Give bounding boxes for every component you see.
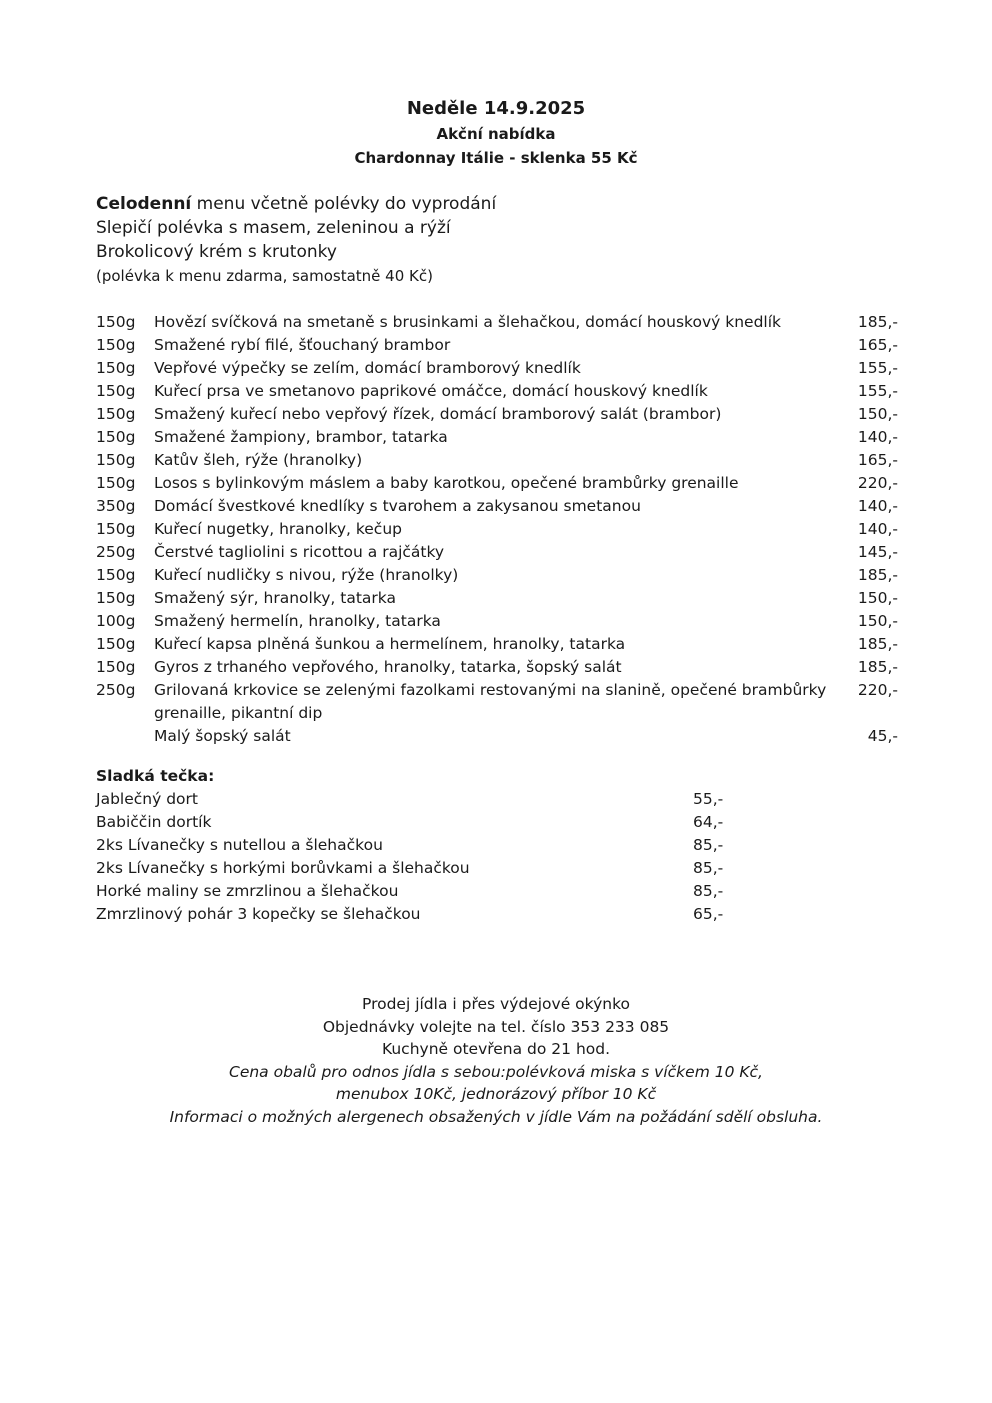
menu-item	[96, 564, 904, 587]
menu-item	[96, 587, 904, 610]
menu-item-weight: 350g	[96, 497, 136, 515]
menu-item-price: 150,-	[857, 589, 898, 607]
menu-item	[96, 656, 904, 679]
dessert-item-price: 85,-	[693, 859, 724, 877]
menu-item-name: Kuřecí nugetky, hranolky, kečup	[154, 520, 402, 538]
menu-item-name: Grilovaná krkovice se zelenými fazolkami restovanými na slanině, opečené brambůrky grenaille, pikantní dip	[154, 681, 827, 722]
menu-item	[96, 403, 904, 426]
menu-item-price: 185,-	[857, 658, 898, 676]
footer-allergens: Informaci o možných alergenech obsažených v jídle Vám na požádání sdělí obsluha.	[169, 1107, 823, 1126]
menu-item-name: Kuřecí nudličky s nivou, rýže (hranolky)	[154, 566, 459, 584]
menu-item	[96, 426, 904, 449]
menu-item-weight: 150g	[96, 474, 136, 492]
menu-item-weight: 150g	[96, 566, 136, 584]
menu-item-price: 220,-	[857, 681, 898, 699]
soup-1: Slepičí polévka s masem, zeleninou a rýží	[96, 218, 451, 238]
menu-item-price: 45,-	[867, 727, 898, 745]
menu-item	[96, 472, 904, 495]
menu-item-name: Smažený kuřecí nebo vepřový řízek, domácí bramborový salát (brambor)	[154, 405, 722, 423]
menu-item	[96, 334, 904, 357]
daily-menu-intro	[96, 192, 896, 287]
main-dish-list	[96, 311, 904, 748]
menu-item-price: 185,-	[857, 635, 898, 653]
menu-item-price: 140,-	[857, 497, 898, 515]
menu-item	[96, 495, 904, 518]
menu-item-name: Malý šopský salát	[154, 727, 291, 745]
menu-item	[96, 633, 904, 656]
menu-item-price: 140,-	[857, 428, 898, 446]
menu-date: Neděle 14.9.2025	[406, 98, 586, 119]
dessert-item-name: Jablečný dort	[96, 790, 198, 808]
menu-item-name: Kuřecí prsa ve smetanovo paprikové omáčce, domácí houskový knedlík	[154, 382, 708, 400]
menu-item-weight: 250g	[96, 543, 136, 561]
menu-item-name: Domácí švestkové knedlíky s tvarohem a zakysanou smetanou	[154, 497, 641, 515]
dessert-item-name: 2ks Lívanečky s horkými borůvkami a šlehačkou	[96, 859, 470, 877]
dessert-item	[96, 857, 736, 880]
menu-item-name: Vepřové výpečky se zelím, domácí bramborový knedlík	[154, 359, 581, 377]
dessert-section	[96, 765, 736, 926]
dessert-item-name: Horké maliny se zmrzlinou a šlehačkou	[96, 882, 399, 900]
menu-item-price: 150,-	[857, 612, 898, 630]
dessert-item	[96, 903, 736, 926]
soup-note: (polévka k menu zdarma, samostatně 40 Kč)	[96, 267, 433, 285]
menu-item-price: 220,-	[857, 474, 898, 492]
menu-item-name: Smažené žampiony, brambor, tatarka	[154, 428, 448, 446]
menu-item	[96, 725, 904, 748]
footer-phone: Objednávky volejte na tel. číslo 353 233 085	[322, 1017, 670, 1036]
dessert-item	[96, 811, 736, 834]
menu-item	[96, 357, 904, 380]
menu-item-name: Losos s bylinkovým máslem a baby karotkou, opečené brambůrky grenaille	[154, 474, 739, 492]
menu-item-weight: 150g	[96, 451, 136, 469]
footer-packaging-2: menubox 10Kč, jednorázový příbor 10 Kč	[335, 1085, 657, 1104]
footer-packaging-1: Cena obalů pro odnos jídla s sebou:polévková miska s víčkem 10 Kč,	[229, 1062, 763, 1081]
menu-item-price: 185,-	[857, 313, 898, 331]
dessert-item-price: 64,-	[693, 813, 724, 831]
dessert-item-name: Babiččin dortík	[96, 813, 212, 831]
dessert-item	[96, 834, 736, 857]
menu-item	[96, 311, 904, 334]
menu-item-name: Smažený hermelín, hranolky, tatarka	[154, 612, 441, 630]
offer-title: Akční nabídka	[436, 125, 556, 143]
menu-item-name: Smažené rybí filé, šťouchaný brambor	[154, 336, 451, 354]
menu-item-weight: 150g	[96, 313, 136, 331]
menu-item-weight: 150g	[96, 405, 136, 423]
menu-item	[96, 541, 904, 564]
footer-kitchen-hours: Kuchyně otevřena do 21 hod.	[381, 1040, 611, 1059]
menu-item-weight: 150g	[96, 428, 136, 446]
menu-header	[0, 96, 992, 170]
menu-item	[96, 518, 904, 541]
menu-item-name: Hovězí svíčková na smetaně s brusinkami a šlehačkou, domácí houskový knedlík	[154, 313, 781, 331]
menu-footer	[0, 993, 992, 1129]
dessert-item-name: Zmrzlinový pohár 3 kopečky se šlehačkou	[96, 905, 421, 923]
daily-menu-bold: Celodenní	[96, 194, 192, 214]
menu-item-weight: 150g	[96, 336, 136, 354]
menu-item-weight: 100g	[96, 612, 136, 630]
menu-item-weight: 250g	[96, 681, 136, 699]
menu-item-weight: 150g	[96, 589, 136, 607]
menu-item-price: 150,-	[857, 405, 898, 423]
menu-item-weight: 150g	[96, 520, 136, 538]
menu-item-name: Katův šleh, rýže (hranolky)	[154, 451, 363, 469]
menu-item-weight: 150g	[96, 359, 136, 377]
dessert-item-price: 85,-	[693, 882, 724, 900]
menu-item-price: 165,-	[857, 336, 898, 354]
menu-item	[96, 679, 904, 725]
menu-item-price: 155,-	[857, 382, 898, 400]
menu-item-price: 155,-	[857, 359, 898, 377]
menu-item	[96, 380, 904, 403]
menu-item-name: Kuřecí kapsa plněná šunkou a hermelínem, hranolky, tatarka	[154, 635, 626, 653]
menu-item-name: Čerstvé tagliolini s ricottou a rajčátky	[154, 543, 445, 561]
menu-item-weight: 150g	[96, 658, 136, 676]
menu-item-price: 185,-	[857, 566, 898, 584]
dessert-item	[96, 880, 736, 903]
menu-item-name: Gyros z trhaného vepřového, hranolky, tatarka, šopský salát	[154, 658, 622, 676]
menu-item	[96, 449, 904, 472]
menu-item-price: 140,-	[857, 520, 898, 538]
dessert-title: Sladká tečka:	[96, 767, 215, 785]
dessert-item	[96, 788, 736, 811]
menu-item-weight: 150g	[96, 635, 136, 653]
menu-item	[96, 610, 904, 633]
offer-item: Chardonnay Itálie - sklenka 55 Kč	[354, 149, 638, 167]
menu-item-name: Smažený sýr, hranolky, tatarka	[154, 589, 396, 607]
soup-2: Brokolicový krém s krutonky	[96, 242, 337, 262]
menu-item-weight: 150g	[96, 382, 136, 400]
daily-menu-rest: menu včetně polévky do vyprodání	[191, 194, 497, 214]
dessert-item-price: 55,-	[693, 790, 724, 808]
footer-window-sale: Prodej jídla i přes výdejové okýnko	[362, 995, 630, 1013]
daily-menu-heading	[96, 192, 896, 216]
dessert-list	[96, 788, 736, 926]
menu-item-price: 165,-	[857, 451, 898, 469]
dessert-item-name: 2ks Lívanečky s nutellou a šlehačkou	[96, 836, 383, 854]
dessert-item-price: 65,-	[693, 905, 724, 923]
dessert-item-price: 85,-	[693, 836, 724, 854]
menu-item-price: 145,-	[857, 543, 898, 561]
